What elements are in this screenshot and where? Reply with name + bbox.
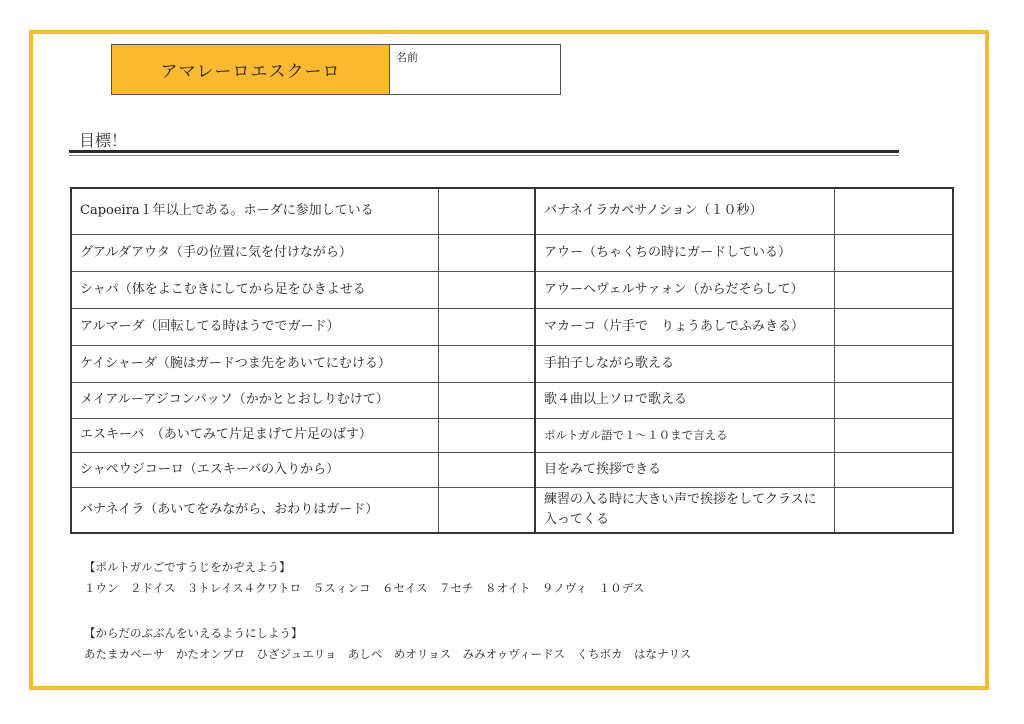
check-cell[interactable] [834,308,953,345]
check-cell[interactable] [438,271,535,308]
table-row [71,234,953,271]
check-cell[interactable] [834,487,953,533]
numbers-heading: 【ポルトガルごですうじをかぞえよう】 [84,560,291,574]
check-cell[interactable] [834,188,953,234]
goal-item: 歌４曲以上ソロで歌える [535,382,834,418]
goal-item: ケイシャーダ（腕はガードつま先をあいてにむける） [71,345,438,382]
table-row [71,487,953,533]
goal-item: ポルトガル語で１～１０まで言える [535,418,834,452]
check-cell[interactable] [438,382,535,418]
check-cell[interactable] [834,234,953,271]
heading-rule [69,150,899,153]
goals-table [70,187,954,534]
name-field[interactable] [390,45,560,94]
goal-heading: 目標！ [79,131,128,150]
table-row [71,188,953,234]
name-label: 名前 [396,51,418,64]
check-cell[interactable] [834,271,953,308]
goal-item: 手拍子しながら歌える [535,345,834,382]
table-row [71,271,953,308]
check-cell[interactable] [438,188,535,234]
goal-item: メイアルーアジコンパッソ（かかととおしりむけて） [71,382,438,418]
body-parts-heading: 【からだのぶぶんをいえるようにしよう】 [84,626,303,640]
goal-item: アルマーダ（回転してる時はうででガード） [71,308,438,345]
numbers-list: １ウン ２ドイス ３トレイス４クワトロ ５スィンコ ６セイス ７セチ ８オイト ９ノヴィ １０デス [84,581,645,595]
check-cell[interactable] [438,308,535,345]
page-title: アマレーロエスクーロ [112,45,390,94]
goal-item: シャペウジコーロ（エスキーバの入りから） [71,452,438,487]
goal-item: Capoeira１年以上である。ホーダに参加している [71,188,438,234]
table-row [71,345,953,382]
header-box [111,44,561,95]
goal-item: アウー（ちゃくちの時にガードしている） [535,234,834,271]
goal-item: バナネイラ（あいてをみながら、おわりはガード） [71,487,438,533]
check-cell[interactable] [834,418,953,452]
goal-item: アウーヘヴェルサァォン（からだそらして） [535,271,834,308]
check-cell[interactable] [834,382,953,418]
check-cell[interactable] [438,345,535,382]
goal-item: マカーコ（片手で りょうあしでふみきる） [535,308,834,345]
goal-item: エスキーバ （あいてみて片足まげて片足のばす） [71,418,438,452]
check-cell[interactable] [438,418,535,452]
goal-item: グアルダアウタ（手の位置に気を付けながら） [71,234,438,271]
check-cell[interactable] [438,452,535,487]
table-row [71,308,953,345]
check-cell[interactable] [834,452,953,487]
table-row [71,452,953,487]
goal-item: シャパ（体をよこむきにしてから足をひきよせる [71,271,438,308]
check-cell[interactable] [438,234,535,271]
goal-item: 練習の入る時に大きい声で挨拶をしてクラスに入ってくる [535,487,834,533]
body-parts-list: あたまカベーサ かたオンブロ ひざジュエリョ あしペ めオリョス みみオゥヴィードス くちボカ はなナリス [84,647,692,661]
table-row [71,382,953,418]
check-cell[interactable] [834,345,953,382]
goal-item: 目をみて挨拶できる [535,452,834,487]
table-row [71,418,953,452]
goal-item: バナネイラカベサノション（１０秒） [535,188,834,234]
heading-rule-thin [69,155,899,156]
check-cell[interactable] [438,487,535,533]
